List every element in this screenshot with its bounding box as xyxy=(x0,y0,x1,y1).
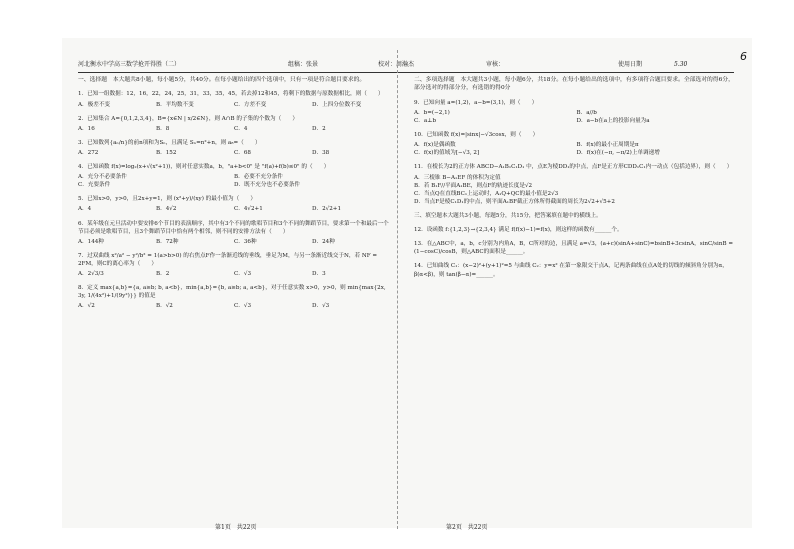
answer-option: D．38 xyxy=(312,149,330,156)
question-item xyxy=(414,226,739,234)
question-stem: 12．设函数 f:{1,2,3}→{2,3,4} 满足 f(f(x)−1)=f(x)，则这样的函数有______个。 xyxy=(414,227,623,234)
answer-option: A．三棱锥 B−A₁EF 的体积为定值 xyxy=(414,174,501,181)
question-stem: 8．定义 max{a,b}={a, a≥b; b, a<b}，min{a,b}={b, a≥b; a, a<b}，对于任意实数 x>0，y>0，则 min{max{2x, 3y, 1/(4x²)+1/(9y²)}} 的值是 xyxy=(78,285,386,300)
answer-option: D．24种 xyxy=(312,238,335,245)
answer-option: B．√2 xyxy=(156,303,173,310)
question-item xyxy=(414,212,739,220)
answer-option: C．√3 xyxy=(234,303,251,310)
question-list xyxy=(414,99,739,279)
answer-option: C．36种 xyxy=(234,238,257,245)
option-row xyxy=(78,173,390,189)
answer-option: C．√3 xyxy=(234,271,251,278)
question-item xyxy=(78,284,390,310)
option-row xyxy=(78,270,390,278)
question-item xyxy=(78,139,390,157)
answer-option: D．上四分位数不变 xyxy=(312,101,362,108)
option-row xyxy=(414,141,739,157)
option-row xyxy=(78,149,390,157)
answer-option: D．3 xyxy=(312,271,326,278)
answer-option: D．a−b在a上的投影向量为a xyxy=(576,118,650,124)
question-stem: 2．已知集合 A={0,1,2,3,4}，B={x∈N | x/2∈N}，则 A∩B 的子集的个数为（ ） xyxy=(78,115,298,122)
option-row xyxy=(78,238,390,246)
answer-option: B．2 xyxy=(156,271,170,278)
question-stem: 6．某年级在元旦活动中要安排6个节目的表演顺序，其中有3个不同的歌唱节目和3个不同的舞蹈节目，要求第一个和最后一个节目必须是歌唱节目，且3个舞蹈节目中恰有两个相邻，则不同的安排方法有（ ） xyxy=(78,220,389,235)
answer-option: D．2 xyxy=(312,125,326,132)
answer-option: C．方差不变 xyxy=(234,101,267,108)
answer-option: A．f(x)是偶函数 xyxy=(414,142,456,149)
option-row xyxy=(78,101,390,109)
answer-option: B．72种 xyxy=(156,238,179,245)
question-item xyxy=(414,163,739,206)
question-item xyxy=(414,262,739,278)
answer-option: A．充分不必要条件 xyxy=(78,174,127,181)
exam-title: 河北衡水中学高三数学抢开得胜（二） xyxy=(78,61,181,68)
review-label: 审核： xyxy=(486,61,505,68)
answer-option: B．152 xyxy=(156,149,177,156)
option-row xyxy=(78,302,390,310)
answer-option: B．4√2 xyxy=(156,206,177,213)
answer-option: B．a//b xyxy=(576,109,597,116)
page-mark: 6 xyxy=(740,50,747,63)
question-stem: 三、填空题本大题共3小题，每题5分，共15分，把答案填在题中的横线上。 xyxy=(414,212,602,219)
answer-option: B．平均数不变 xyxy=(156,101,194,108)
answer-option: A．极差不变 xyxy=(78,101,111,108)
answer-option: C．当点Q在直线BC₁上运动时，A₁Q+QC的最小值是2√3 xyxy=(414,190,559,197)
answer-option: C．a⊥b xyxy=(414,118,437,124)
question-stem: 3．已知数列{aₙ/n}的前n项和为Sₙ，且满足 Sₙ=n²+n，则 a₈=（ ） xyxy=(78,139,261,146)
question-item xyxy=(414,240,739,256)
answer-option: A．b=(−2,1) xyxy=(414,109,450,116)
answer-option: C．f(x)的值域为[−√3, 2] xyxy=(414,150,480,157)
answer-option: C．4 xyxy=(234,125,248,132)
answer-option: C．4√2+1 xyxy=(234,206,263,213)
question-item xyxy=(78,220,390,246)
option-row xyxy=(414,174,739,206)
question-stem: 4．已知函数 f(x)=log₂(x+√(x²+1))，则对任意实数a，b，"a+b<0" 是 "f(a)+f(b)≤0" 的（ ） xyxy=(78,164,330,171)
right-column xyxy=(414,76,739,285)
answer-option: D．f(x)在(−π, −π/2)上单调递增 xyxy=(576,150,660,157)
page-divider xyxy=(397,50,398,529)
question-stem: 13．在△ABC中，a，b，c分别为内角A，B，C所对的边，且满足 a=√3，(a+c)(sinA+sinC)=bsinB+3csinA，sinC/sinB = (1−cosC)/cosB，则△ABC的面积是______。 xyxy=(414,241,734,256)
question-item xyxy=(78,252,390,278)
group-label: 组稿：张景 xyxy=(288,61,319,68)
question-item xyxy=(78,163,390,189)
answer-option: D．2√2+1 xyxy=(312,206,342,213)
question-list xyxy=(78,90,390,310)
question-stem: 14．已知曲线 C₁：(x−2)²+(y+1)²=5 与曲线 C₂：y=x² 在第一象限交于点A，记两条曲线在点A处的切线的倾斜角分别为α，β(α<β)，则 tan(β−α)=______。 xyxy=(414,263,728,278)
answer-option: C．充要条件 xyxy=(78,182,111,189)
check-label: 校对：周瀚杰 xyxy=(378,61,415,68)
page-footer: 第1页 共22页 xyxy=(215,524,257,531)
header-bar xyxy=(78,58,734,73)
date-label: 使用日期 xyxy=(618,61,643,68)
answer-option: A．2√3/3 xyxy=(78,271,104,278)
answer-option: D．既不充分也不必要条件 xyxy=(234,182,301,189)
section-heading: 二、多项选择题 本大题共3小题，每小题6分，共18分。在每小题给出的选项中，有多项符合题目要求。全部选对的得6分，部分选对的得部分分，有选错的得0分 xyxy=(414,77,734,92)
answer-option: A．4 xyxy=(78,206,92,213)
question-stem: 10．已知函数 f(x)=|sinx|−√3cosx，则（ ） xyxy=(414,132,539,139)
answer-option: A．144种 xyxy=(78,238,104,245)
answer-option: B．f(x)的最小正周期是π xyxy=(576,142,639,149)
question-stem: 7．过双曲线 x²/a² − y²/b² = 1(a>b>0) 的右焦点F作一条渐近线的垂线，垂足为M，与另一条渐近线交于N，若 NF = 2FM，则C的离心率为（ ） xyxy=(78,252,378,268)
question-item xyxy=(414,131,739,157)
question-stem: 5．已知x>0，y>0，且2x+y=1，则 (x²+y)/(xy) 的最小值为（ ） xyxy=(78,196,256,203)
answer-option: B．8 xyxy=(156,125,170,132)
option-row xyxy=(414,109,739,125)
question-item xyxy=(414,99,739,125)
question-item xyxy=(78,90,390,108)
left-column xyxy=(78,76,390,317)
option-row xyxy=(78,205,390,213)
answer-option: A．272 xyxy=(78,149,99,156)
answer-option: B．若 B₁F//平面A₁BE，则点F的轨迹长度是√2 xyxy=(414,182,533,189)
question-item xyxy=(78,195,390,213)
answer-option: B．必要不充分条件 xyxy=(234,174,283,181)
section-heading: 一、选择题 本大题共8小题，每小题5分，共40分。在每小题给出的四个选项中，只有一项是符合题目要求的。 xyxy=(78,77,366,83)
date-value: 5.30 xyxy=(674,61,688,68)
question-stem: 9．已知向量 a=(1,2)，a−b=(3,1)，则（ ） xyxy=(414,99,538,106)
answer-option: D．当点F是棱C₁D₁的中点，则平面A₁BF截正方体所得截面的周长为2√2+√5+2 xyxy=(414,198,615,205)
answer-option: A．√2 xyxy=(78,303,95,310)
option-row xyxy=(78,125,390,133)
question-item xyxy=(78,115,390,133)
question-stem: 1．已知一组数据：12，16，22，24，25，31，33，35，45，若去掉12和45，将剩下的数据与原数据相比，则（ ） xyxy=(78,91,384,98)
answer-option: D．√3 xyxy=(312,303,330,310)
answer-option: C．68 xyxy=(234,149,251,156)
question-stem: 11．在棱长为2的正方体 ABCD−A₁B₁C₁D₁ 中，点E为棱DD₁的中点，点F是正方形CDD₁C₁内一动点（包括边界），则（ ） xyxy=(414,164,733,171)
page-footer: 第2页 共22页 xyxy=(446,524,488,531)
answer-option: A．16 xyxy=(78,125,95,132)
